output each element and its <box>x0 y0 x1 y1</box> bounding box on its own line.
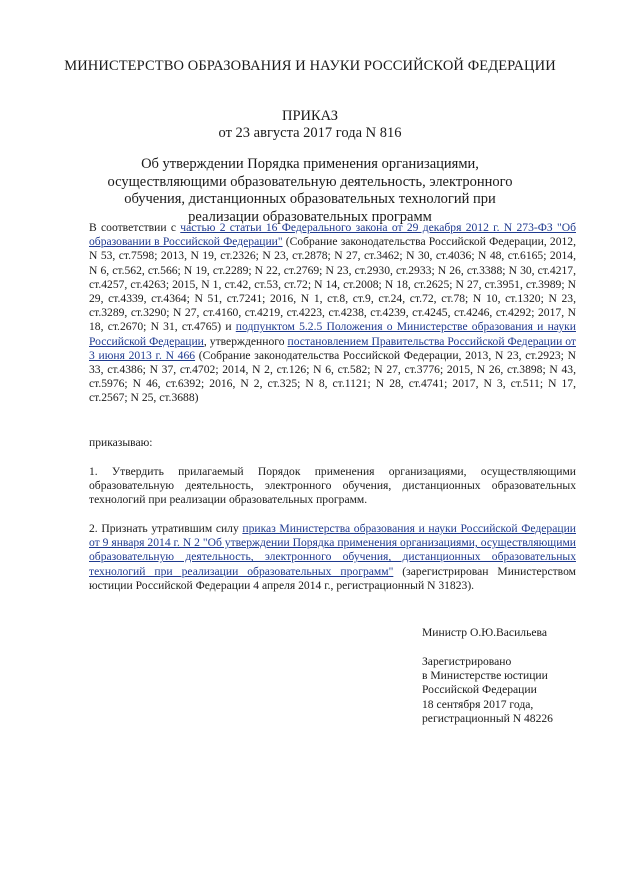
item-2-tail: (зарегистрирован Министерством юстиции Российской Федерации 4 апреля 2014 г., регистрационный N 31823). <box>89 564 576 592</box>
preamble-citations-2: (Собрание законодательства Российской Федерации, 2013, N 23, ст.2923; N 33, ст.4386; N 37, ст.4702; 2014, N 2, ст.126; N 6, ст.582; N 27, ст.3776; 2015, N 26, ст.3898; N 43, ст.5976; N 46, ст.6392; 2016, N 2, ст.325; N 8, ст.1121; N 28, ст.4741; 2017, N 3, ст.511; N 17, ст.2567; N 25, ст.3688) <box>89 348 576 405</box>
preamble-intro: В соответствии с <box>89 221 181 234</box>
ministry-regulation-link[interactable]: подпунктом 5.2.5 Положения о Министерстве образования и науки Российской Федерации <box>89 320 576 348</box>
order-subject: Об утверждении Порядка применения организациями, осуществляющими образовательную деятельность, электронного обучения, дистанционных образовательных технологий при реализации образовательных программ <box>107 156 513 225</box>
registration-line: Российской Федерации <box>422 683 537 697</box>
decree-word: приказываю: <box>89 436 153 449</box>
preamble-approved: , утвержденного <box>203 334 288 348</box>
repealed-order-link[interactable]: приказ Министерства образования и науки Российской Федерации от 9 января 2014 г. N 2 "Об утверждении Порядка применения организациями, осуществляющими образовательную деятельность, электронного обучения, дистанционных образовательных технологий при реализации образовательных программ" <box>89 522 576 578</box>
law-273-link[interactable]: частью 2 статьи 16 Федерального закона от 29 декабря 2012 г. N 273-ФЗ "Об образовании в Российской Федерации" <box>89 221 576 249</box>
order-heading <box>60 108 560 142</box>
preamble-citations-1: (Собрание законодательства Российской Федерации, 2012, N 53, ст.7598; 2013, N 19, ст.2326; N 23, ст.2878; N 27, ст.3462; N 30, ст.4036; N 48, ст.6165; 2014, N 6, ст.562, ст.566; N 19, ст.2289; N 22, ст.2769; N 23, ст.2930, ст.2933; N 26, ст.3388; N 30, ст.4217, ст.4257, ст.4263; 2015, N 1, ст.42, ст.53, ст.72; N 14, ст.2008; N 18, ст.2625; N 27, ст.3951, ст.3989; N 29, ст.4339, ст.4364; N 51, ст.7241; 2016, N 1, ст.8, ст.9, ст.24, ст.72, ст.78; N 10, ст.1320; N 23, ст.3289, ст.3290; N 27, ст.4160, ст.4219, ст.4223, ст.4238, ст.4239, ст.4245, ст.4246, ст.4292; 2017, N 18, ст.2670; N 31, ст.4765) и <box>89 235 576 334</box>
registration-block <box>422 655 553 726</box>
registration-line: Зарегистрировано <box>422 655 512 668</box>
doc-type: ПРИКАЗ <box>281 108 339 124</box>
item-1-paragraph: 1. Утвердить прилагаемый Порядок применения организациями, осуществляющими образовательную деятельность, электронного обучения, дистанционных образовательных технологий при реализации образовательных программ. <box>89 465 576 507</box>
preamble-paragraph <box>89 221 576 406</box>
signer-name: Министр О.Ю.Васильева <box>422 626 547 639</box>
ministry-heading: МИНИСТЕРСТВО ОБРАЗОВАНИЯ И НАУКИ РОССИЙСКОЙ ФЕДЕРАЦИИ <box>64 58 556 74</box>
doc-date: от 23 августа 2017 года N 816 <box>218 125 402 141</box>
item-2-intro: 2. Признать утратившим силу <box>89 522 243 535</box>
government-decree-link[interactable]: постановлением Правительства Российской Федерации от 3 июня 2013 г. N 466 <box>89 334 576 362</box>
registration-line: регистрационный N 48226 <box>422 711 553 725</box>
item-2-paragraph <box>89 522 576 593</box>
registration-line: 18 сентября 2017 года, <box>422 697 534 711</box>
registration-line: в Министерстве юстиции <box>422 669 548 683</box>
